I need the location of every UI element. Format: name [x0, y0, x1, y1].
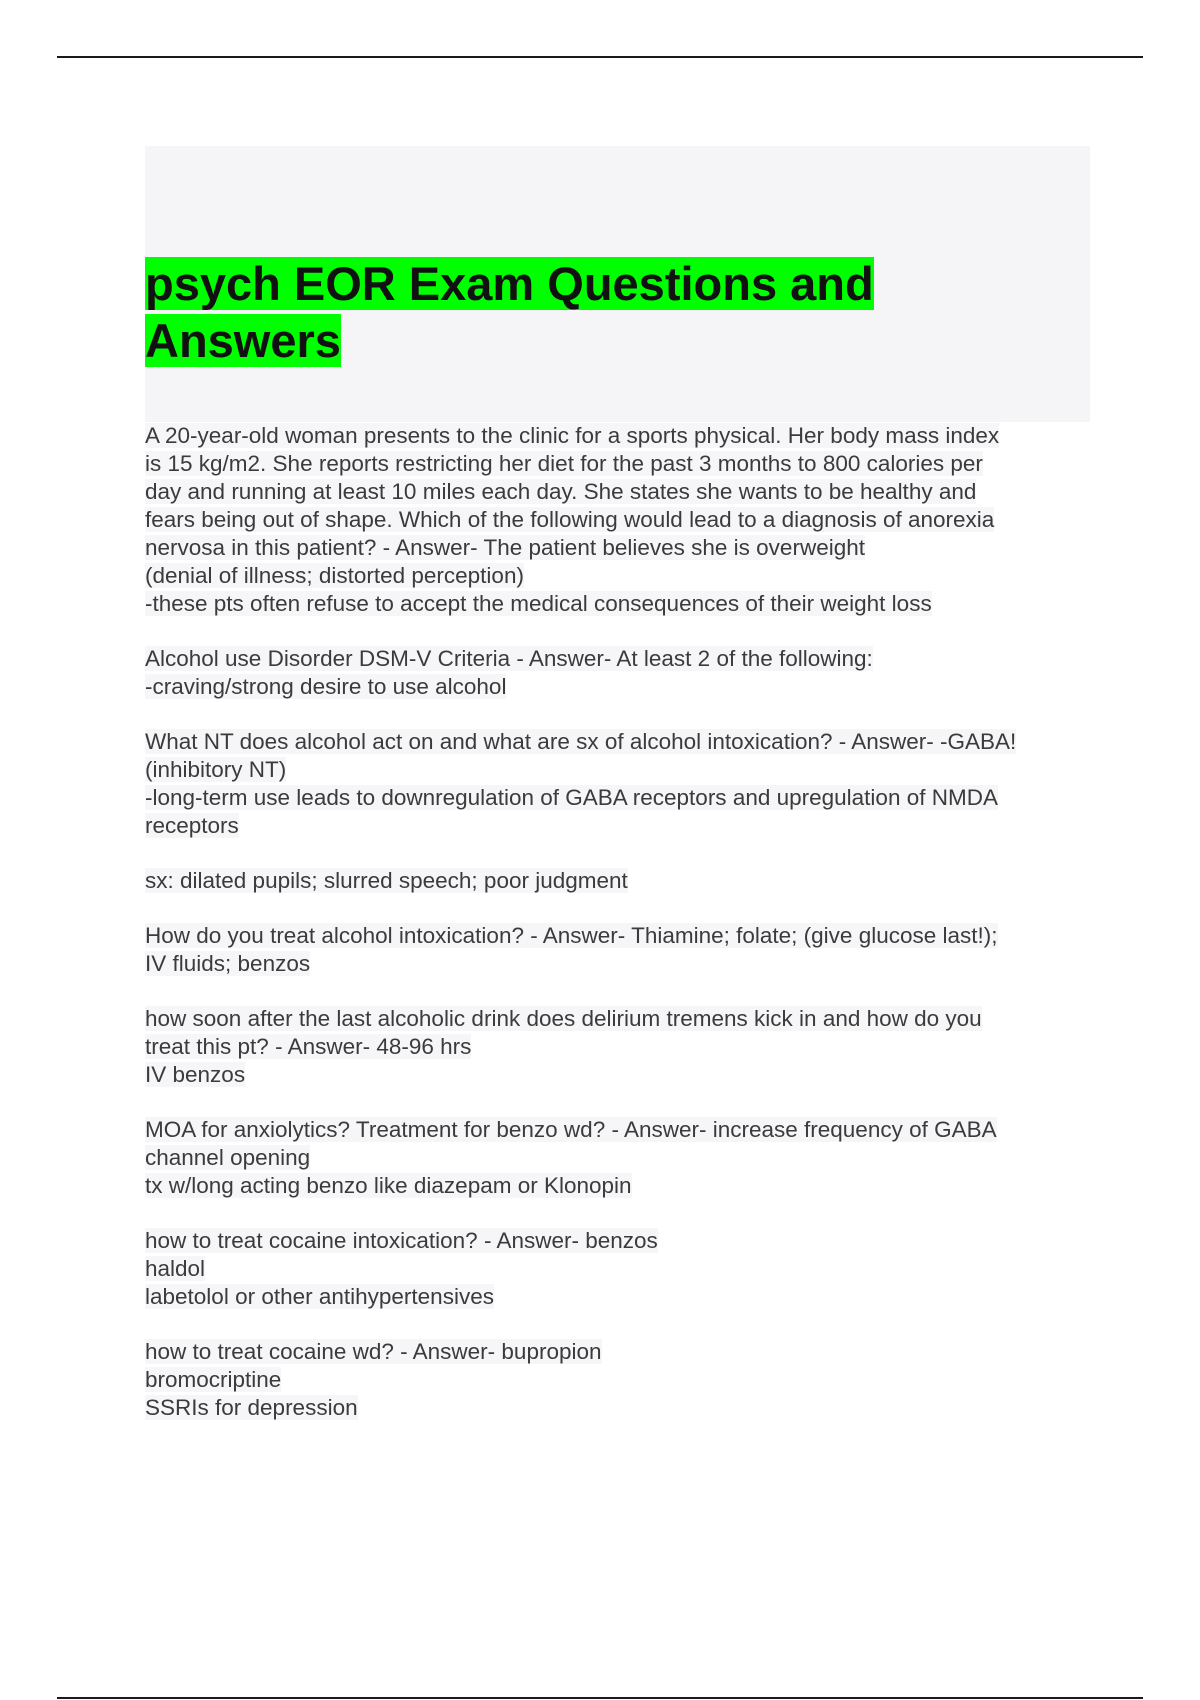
bottom-rule	[57, 1697, 1143, 1699]
title-line-1: psych EOR Exam Questions and	[145, 257, 874, 310]
qa-line: how to treat cocaine intoxication? - Answer- benzos	[145, 1228, 658, 1253]
top-rule	[57, 56, 1143, 58]
qa-line: IV benzos	[145, 1062, 246, 1087]
qa-line: labetolol or other antihypertensives	[145, 1284, 494, 1309]
title-block	[145, 146, 1090, 422]
qa-line: receptors	[145, 813, 239, 838]
qa-line: channel opening	[145, 1145, 311, 1170]
qa-line: (inhibitory NT)	[145, 757, 287, 782]
qa-list	[145, 422, 1090, 1422]
qa-line: IV fluids; benzos	[145, 951, 311, 976]
qa-line: -these pts often refuse to accept the medical consequences of their weight loss	[145, 591, 932, 616]
qa-item	[145, 922, 1090, 978]
qa-item	[145, 422, 1090, 618]
qa-line: fears being out of shape. Which of the following would lead to a diagnosis of anorexia	[145, 507, 995, 532]
qa-item	[145, 728, 1090, 840]
qa-line: tx w/long acting benzo like diazepam or Klonopin	[145, 1173, 632, 1198]
qa-line: sx: dilated pupils; slurred speech; poor judgment	[145, 868, 628, 893]
qa-item	[145, 645, 1090, 701]
qa-item	[145, 1227, 1090, 1311]
qa-item	[145, 1338, 1090, 1422]
qa-item	[145, 1005, 1090, 1089]
qa-line: how soon after the last alcoholic drink does delirium tremens kick in and how do you	[145, 1006, 982, 1031]
document-body	[145, 146, 1090, 1449]
qa-line: Alcohol use Disorder DSM-V Criteria - Answer- At least 2 of the following:	[145, 646, 873, 671]
title-line-2: Answers	[145, 314, 341, 367]
qa-line: is 15 kg/m2. She reports restricting her diet for the past 3 months to 800 calories per	[145, 451, 983, 476]
qa-line: how to treat cocaine wd? - Answer- bupropion	[145, 1339, 602, 1364]
qa-line: SSRIs for depression	[145, 1395, 358, 1420]
qa-line: treat this pt? - Answer- 48-96 hrs	[145, 1034, 472, 1059]
qa-line: -craving/strong desire to use alcohol	[145, 674, 507, 699]
qa-line: nervosa in this patient? - Answer- The patient believes she is overweight	[145, 535, 865, 560]
qa-line: What NT does alcohol act on and what are sx of alcohol intoxication? - Answer- -GABA!	[145, 729, 1017, 754]
qa-line: day and running at least 10 miles each day. She states she wants to be healthy and	[145, 479, 977, 504]
qa-item	[145, 1116, 1090, 1200]
qa-item	[145, 867, 1090, 895]
qa-line: haldol	[145, 1256, 206, 1281]
qa-line: (denial of illness; distorted perception)	[145, 563, 524, 588]
qa-line: How do you treat alcohol intoxication? - Answer- Thiamine; folate; (give glucose last!);	[145, 923, 998, 948]
qa-line: A 20-year-old woman presents to the clinic for a sports physical. Her body mass index	[145, 423, 1000, 448]
qa-line: bromocriptine	[145, 1367, 282, 1392]
qa-line: -long-term use leads to downregulation of GABA receptors and upregulation of NMDA	[145, 785, 998, 810]
qa-line: MOA for anxiolytics? Treatment for benzo wd? - Answer- increase frequency of GABA	[145, 1117, 997, 1142]
document-title	[145, 255, 965, 369]
